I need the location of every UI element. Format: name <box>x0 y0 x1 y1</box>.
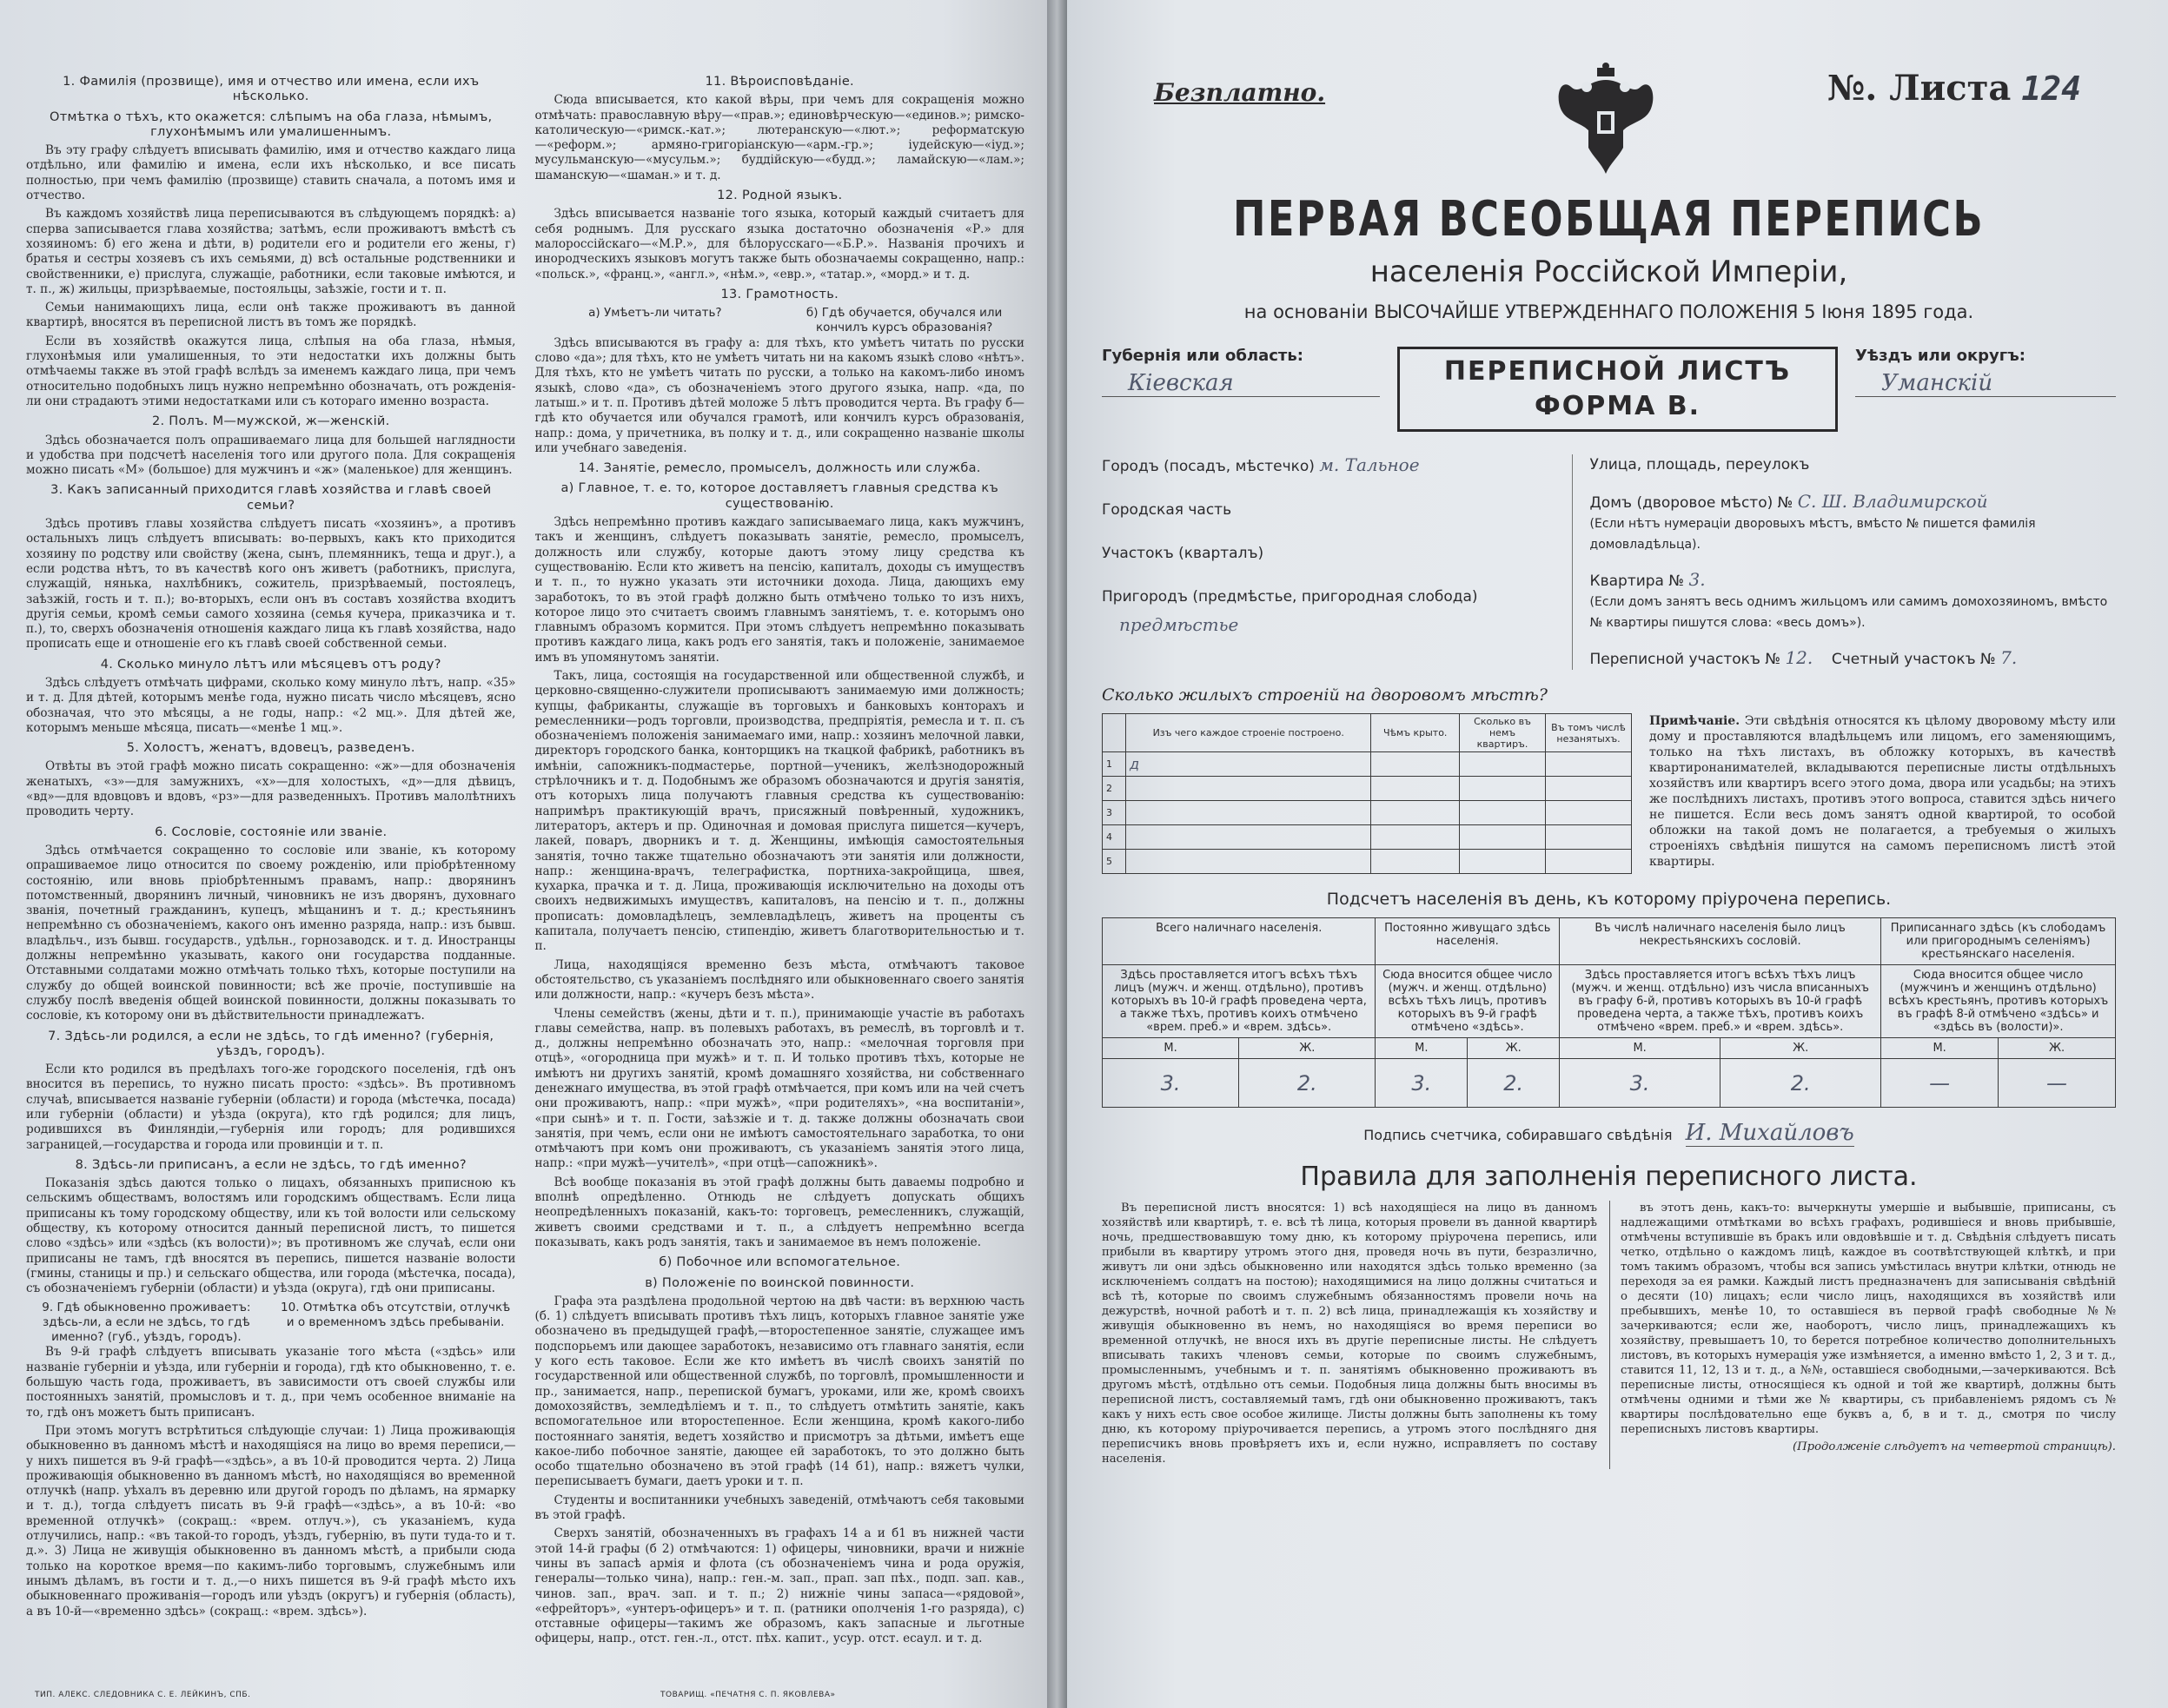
instruction-subheading: 10. Отмѣтка объ отсутствіи, отлучкѣ и о временномъ здѣсь пребываніи. <box>281 1300 511 1329</box>
rules-text-right: въ этотъ день, какъ-то: вычеркнуты умершіе и выбывшіе, приписаны, съ надлежащими отмѣтками во всѣхъ графахъ, родившіеся и вновь прибывшіе, отмѣчены вступившіе въ бракъ или овдовѣвшіе и т. д. Свѣдѣнія слѣдуетъ писать четко, отдѣльно о каждомъ лицѣ, каждое въ соотвѣтствующей клѣткѣ, и при томъ такимъ образомъ, чтобы вся запись умѣстилась внутри клѣтки, отнюдь не переходя за ея рамки. Каждый листъ предназначенъ для записыванія свѣдѣній о десяти (10) лицахъ; если число лицъ, находящихся въ хозяйствѣ или пребывшихъ, менѣе 10, то оставшіеся въ первой графѣ свободные №№ зачеркиваются; если же, наоборотъ, число лицъ, принадлежащихъ къ хозяйству, превышаетъ 10, то берется потребное количество дополнительныхъ листовъ, въ которыхъ нумерація уже измѣняется, а именно вмѣсто 1, 2, 3 и т. д., ставится 11, 12, 13 и т. д., а №№, оставшіеся свободными,—зачеркиваются. Всѣ переписные листы, относящіеся къ одной и той же квартирѣ, должны быть отмѣчены одними и тѣми же № квартиры, съ прибавленіемъ рядомъ съ № квартиры послѣдовательно еще буквъ а, б, в и т. д., смотря по числу переписныхъ листовъ квартиры. <box>1621 1202 2116 1436</box>
instruction-paragraph: Если кто родился въ предѣлахъ того-же городского поселенія, гдѣ онъ вносится въ перепись, то нужно писать просто: «здѣсь». Въ противномъ случаѣ, вписывается названіе губерніи (области) и города (мѣстечка, посада) или губерніи (области) и уѣзда (округа), кто гдѣ родился; для лицъ, родившихся въ Финляндіи,—губернія или городъ; для родившихся заграницей,—государства и города или провинціи и т. п. <box>26 1063 516 1152</box>
district-value: Уманскій <box>1855 370 2116 397</box>
instruction-paragraph: Семьи нанимающихъ лица, если онѣ также проживаютъ въ данной квартирѣ, вносятся въ переписной листъ въ томъ же порядкѣ. <box>26 301 516 330</box>
instruction-heading: 11. Вѣроисповѣданіе. <box>705 75 854 89</box>
town-label: Городъ (посадъ, мѣстечко) <box>1102 458 1315 475</box>
suburb-label: Пригородъ (предмѣстье, пригородная слобода) <box>1102 588 1478 606</box>
instruction-paragraph: Здѣсь противъ главы хозяйства слѣдуетъ писать «хозяинъ», а противъ остальныхъ лицъ слѣдуетъ вписывать: во-первыхъ, какъ кто приходится хозяину по родству или свойству (жена, сынъ, племянникъ, теща и друг.), а если родства нѣтъ, то въ качествѣ кого онъ живетъ (работникъ, прислуга, служащій, нянька, нахлѣбникъ, сожитель, призрѣваемый, постоялецъ, заѣзжій, гость и т. п.); во-вторыхъ, если онъ въ составъ хозяйства входитъ другія семьи, кромѣ семьи самого хозяина (семья кучера, приказчика и т. п.), то, сверхъ обозначенія отношенія каждаго лица къ главѣ хозяйства, надо прописать еще и отношеніе его къ главѣ своей собственной семьи. <box>26 517 516 652</box>
instruction-heading: 7. Здѣсь-ли родился, а если не здѣсь, то гдѣ именно? (губернія, уѣздъ, городъ). <box>48 1029 494 1058</box>
instruction-subheading: а) Умѣетъ-ли читать? <box>588 306 722 321</box>
census-precinct-label: Переписной участокъ № <box>1589 651 1781 668</box>
count-value: 3. <box>1376 1059 1468 1108</box>
counting-precinct-label: Счетный участокъ № <box>1831 651 1996 668</box>
form-title-line-1: ПЕРЕПИСНОЙ ЛИСТЪ <box>1443 356 1792 387</box>
count-value: 3. <box>1560 1059 1720 1108</box>
suburb-value: предмѣстье <box>1119 614 1239 635</box>
instruction-heading: а) Главное, т. е. то, которое доставляетъ главныя средства къ существованію. <box>560 481 998 511</box>
book-gutter <box>1047 0 1067 1708</box>
buildings-col-roof: Чѣмъ крыто. <box>1371 714 1460 752</box>
instruction-heading: 8. Здѣсь-ли приписанъ, а если не здѣсь, то гдѣ именно? <box>75 1157 467 1172</box>
buildings-note: Примѣчаніе. Эти свѣдѣнія относятся къ цѣлому дворовому мѣсту или дому и проставляются владѣльцемъ или лицомъ, его заменяющимъ, только на тѣхъ листахъ, въ обложку которыхъ, въ качествѣ квартиронанимателей, вкладываются переписные листы отдѣльныхъ хозяйствъ или квартиръ всего этого дома, двора или усадьбы; на этихъ же послѣднихъ листахъ, противъ этого вопроса, ставится здѣсь ничего не пишется. Если весь домъ занятъ одной квартирой, то особой обложки на такой домъ не полагается, а требуемыя о жилыхъ строеніяхъ свѣдѣнія пишутся на самомъ переписномъ листѣ этой квартиры. <box>1649 714 2116 869</box>
instruction-paragraph: Здѣсь вписывается названіе того языка, который каждый считаетъ для себя роднымъ. Для русскаго языка достаточно обозначенія «Р.» для малороссійскаго—«М.Р.», для бѣлорусскаго—«Б.Р.». Названія прочихъ и инородческихъ языковъ могутъ также быть обозначаемы сокращенно, напр.: «польск.», «франц.», «англ.», «нѣм.», «евр.», «татар.», «морд.» и т. д. <box>534 207 1024 281</box>
sex-column-label: Ж. <box>1999 1038 2116 1059</box>
sex-column-label: Ж. <box>1468 1038 1560 1059</box>
count-head-peasant: Приписаннаго здѣсь (къ слободамъ или пригороднымъ селеніямъ) крестьянскаго населенія. <box>1881 918 2116 965</box>
population-count-table <box>1102 917 2116 1108</box>
table-row: 2 <box>1103 777 1126 801</box>
form-title-box <box>1397 347 1838 432</box>
free-label: Безплатно. <box>1154 78 1326 107</box>
enumerator-signature-value: И. Михайловъ <box>1685 1120 1854 1146</box>
instruction-heading: 14. Занятіе, ремесло, промыселъ, должность или служба. <box>578 461 981 476</box>
instruction-paragraph: Члены семействъ (жены, дѣти и т. п.), принимающіе участіе въ работахъ главы семейства, напр. въ полевыхъ работахъ, въ ремеслѣ, въ торговлѣ и т. д., должны непремѣнно обозначать это, напр.: «мелочная торговля при отцѣ», «огородница при мужѣ» и т. п. И только противъ тѣхъ, которые не имѣютъ ни другихъ занятій, кромѣ домашняго хозяйства, ни собственнаго денежнаго имущества, въ этой графѣ отмѣчается, при комъ или на чей счетъ они проживаютъ, напр.: «при мужѣ», «при родителяхъ», «на воспитаніи», «при сынѣ» и т. п. Гости, заѣзжіе и т. д. также должны обозначать свои занятія, при чемъ, если они не имѣютъ самостоятельнаго заработка, то они отмѣчаютъ при комъ они проживаютъ, съ указаніемъ занятія этого лица, напр.: «при мужѣ—учителѣ», «при отцѣ—сапожникѣ». <box>534 1006 1024 1171</box>
census-title: ПЕРВАЯ ВСЕОБЩАЯ ПЕРЕПИСЬ <box>1232 191 1985 248</box>
instruction-heading: 5. Холостъ, женатъ, вдовецъ, разведенъ. <box>126 741 415 756</box>
precinct-label: Участокъ (кварталъ) <box>1102 545 1264 562</box>
instructions-page <box>0 0 1047 1708</box>
instruction-paragraph: Показанія здѣсь даются только о лицахъ, обязанныхъ приписною къ сельскимъ обществамъ, волостямъ или городскимъ обществамъ. Если лица приписаны къ тому городскому обществу, или къ той волости или сельскому обществу, къ которому относится данный переписной листъ, то пишется слово «здѣсь» или «здѣсь (къ волости)»; въ противномъ же случаѣ, если они приписаны не тамъ, гдѣ вносятся въ перепись, пишется названіе волости (гмины, станицы и пр.) и сельскаго общества, или города (мѣстечка, посада), съ обозначеніемъ губерніи (области) и уѣзда (округа), гдѣ они приписаны. <box>26 1176 516 1296</box>
continuation-note: (Продолженіе слѣдуетъ на четвертой страницѣ). <box>1793 1440 2116 1453</box>
double-headed-eagle-icon <box>1554 61 1658 182</box>
district-label: Уѣздъ или округъ: <box>1855 347 2025 365</box>
sheet-number-handwritten: 124 <box>2021 70 2081 108</box>
instruction-paragraph: Въ 9-й графѣ слѣдуетъ вписывать указаніе того мѣста («здѣсь» или названіе губерніи и уѣзда, или губерніи и города), гдѣ кто обыкновенно, т. е. большую часть года, проживаетъ, въ зависимости отъ своей службы или постоянныхъ занятій, промысловъ и т. д., при чемъ особенное вниманіе на то, гдѣ онъ можетъ быть приписанъ. <box>26 1345 516 1420</box>
buildings-col-vacant: Въ томъ числѣ незанятыхъ. <box>1546 714 1632 752</box>
census-subtitle: населенія Россійской Имперіи, <box>1369 255 1848 289</box>
instruction-paragraph: Здѣсь вписываются въ графу а: для тѣхъ, кто умѣетъ читать по русски слово «да»; для тѣхъ, кто не умѣетъ читать ни на какомъ языкѣ слово «нѣтъ». Для тѣхъ, кто не умѣетъ читать по русски, а только на какомъ-либо иномъ языкѣ, слово «да», съ обозначеніемъ этого другого языка, напр. «да, по латыш.» и т. п. Противъ дѣтей моложе 5 лѣтъ проводится черта. Въ графу б—гдѣ кто обучается или обучался грамотѣ, или кончилъ курсъ образованія, напр.: дома, у причетника, въ полку и т. д., или сокращенно названіе школы или учебнаго заведенія. <box>534 335 1024 455</box>
instruction-paragraph: Здѣсь слѣдуетъ отмѣчать цифрами, сколько кому минуло лѣтъ, напр. «35» и т. д. Для дѣтей, которымъ менѣе года, нужно писать число мѣсяцевъ, ясно обозначая, что это мѣсяцы, а не годы, напр.: «2 мц.». Для дѣтей же, которымъ меньше мѣсяца, писать—«менѣе 1 мц.». <box>26 675 516 735</box>
house-label: Домъ (дворовое мѣсто) № <box>1589 494 1793 512</box>
form-title-line-2: ФОРМА В. <box>1534 391 1701 421</box>
printer-imprint-right: ТОВАРИЩ. «ПЕЧАТНЯ С. П. ЯКОВЛЕВА» <box>660 1691 836 1699</box>
buildings-cell-handwritten: д <box>1126 752 1371 777</box>
table-row: 3 <box>1103 801 1126 825</box>
count-desc-permanent: Сюда вносится общее число (мужч. и женщ. отдѣльно) всѣхъ тѣхъ лицъ, противъ которыхъ въ 9-й графѣ отмѣчено «здѣсь». <box>1376 965 1560 1038</box>
buildings-col-material: Изъ чего каждое строеніе построено. <box>1126 714 1371 752</box>
sex-column-label: Ж. <box>1720 1038 1881 1059</box>
count-value: 3. <box>1103 1059 1239 1108</box>
sex-column-label: М. <box>1881 1038 1999 1059</box>
population-count-title: Подсчетъ населенія въ день, къ которому пріурочена перепись. <box>1326 890 1892 909</box>
city-part-label: Городская часть <box>1102 501 1232 519</box>
instruction-heading: б) Побочное или вспомогательное. <box>659 1255 901 1270</box>
count-value: — <box>1881 1059 1999 1108</box>
instruction-heading: 1. Фамилія (прозвище), имя и отчество или имена, если ихъ нѣсколько. <box>63 75 480 104</box>
instruction-subheadings <box>26 1301 516 1346</box>
instructions-column-1 <box>26 70 516 1619</box>
census-form-page <box>1067 0 2168 1708</box>
instruction-heading: 2. Полъ. М—мужской, ж—женскій. <box>151 414 390 429</box>
province-value: Кіевская <box>1102 370 1380 397</box>
count-head-total: Всего наличнаго населенія. <box>1103 918 1376 965</box>
count-desc-total: Здѣсь проставляется итогъ всѣхъ тѣхъ лицъ (мужч. и женщ. отдѣльно), противъ которыхъ въ 10-й графѣ проведена черта, а также тѣхъ, противъ коихъ отмѣчено «врем. преб.» и «врем. здѣсь». <box>1103 965 1376 1038</box>
buildings-col-apartments: Сколько въ немъ квартиръ. <box>1460 714 1546 752</box>
buildings-question: Сколько жилыхъ строеній на дворовомъ мѣстѣ? <box>1102 685 1548 705</box>
buildings-table <box>1102 713 1632 874</box>
instruction-paragraph: Всѣ вообще показанія въ этой графѣ должны быть даваемы подробно и вполнѣ опредѣленно. Отнюдь не слѣдуетъ допускать общихъ неопредѣленныхъ показаній, какъ-то: торговецъ, ремесленникъ, служащій, живетъ своими средствами и т. п., а слѣдуетъ непремѣнно всегда показывать, какъ родъ занятія, такъ и занимаемое въ немъ положеніе. <box>534 1175 1024 1249</box>
instruction-paragraph: Лица, находящіяся временно безъ мѣста, отмѣчаютъ таковое обстоятельство, съ указаніемъ послѣдняго или обыкновеннаго своего занятія или должности, напр.: «кучеръ безъ мѣста». <box>534 957 1024 1003</box>
instruction-heading: 3. Какъ записанный приходится главѣ хозяйства и главѣ своей семьи? <box>50 483 492 513</box>
apartment-label: Квартира № <box>1589 573 1685 590</box>
sex-column-label: М. <box>1560 1038 1720 1059</box>
table-row: 1 <box>1103 752 1126 777</box>
count-value: 2. <box>1468 1059 1560 1108</box>
legal-basis: на основаніи ВЫСОЧАЙШЕ УТВЕРЖДЕННАГО ПОЛОЖЕНІЯ 5 Іюня 1895 года. <box>1243 301 1974 322</box>
rules-text <box>1102 1201 2116 1469</box>
instruction-paragraph: Въ эту графу слѣдуетъ вписывать фамилію, имя и отчество каждаго лица отдѣльно, или фамилію и имена, если ихъ нѣсколько, и все писать полностью, при чемъ фамилію (прозвище) ставить сначала, а потомъ имя и отчество. <box>26 143 516 203</box>
sex-column-label: Ж. <box>1239 1038 1376 1059</box>
apartment-note: (Если домъ занятъ весь однимъ жильцомъ или самимъ домохозяиномъ, вмѣсто № квартиры пишутся слова: «весь домъ»). <box>1589 595 2108 630</box>
instruction-heading: 13. Грамотность. <box>720 287 839 301</box>
instruction-paragraph: Здѣсь обозначается полъ опрашиваемаго лица для большей наглядности и удобства при подсчетѣ населенія того или другого пола. Для сокращенія можно писать «М» (большое) для мужчинъ и «ж» (маленькое) для женщинъ. <box>26 433 516 478</box>
instruction-paragraph: Студенты и воспитанники учебныхъ заведеній, отмѣчаютъ себя таковыми въ этой графѣ. <box>534 1493 1024 1523</box>
enumerator-signature: Подпись счетчика, собиравшаго свѣдѣнія И. Михайловъ <box>1363 1120 1854 1146</box>
instruction-paragraph: При этомъ могутъ встрѣтиться слѣдующіе случаи: 1) Лица проживающія обыкновенно въ данномъ мѣстѣ и находящіяся на лицо во время переписи,—у нихъ пишется въ 9-й графѣ—«здѣсь», а въ 10-й проводится черта. 2) Лица проживающія обыкновенно въ данномъ мѣстѣ, но находящіяся во временной отлучкѣ (напр. уѣхалъ въ деревню или другой городъ по дѣламъ, на ярмарку и т. д.), тогда слѣдуетъ писать въ 9-й графѣ—«здѣсь», а въ 10-й: «во временной отлучкѣ» (сокращ.: «врем. отлуч.»), съ указаніемъ, куда отлучились, напр.: «въ такой-то городъ, уѣздъ, губернію, въ пути туда-то и т. д.». 3) Лица не живущія обыкновенно въ данномъ мѣстѣ, а прибыли сюда только на короткое время—по какимъ-либо торговымъ, служебнымъ или инымъ дѣламъ, въ гости и т. д.,—о нихъ пишется въ 9-й графѣ мѣсто ихъ обыкновеннаго проживанія—городъ или уѣздъ (округъ) и губернія (область), а въ 10-й—«временно здѣсь» (сокращ.: «врем. здѣсь»). <box>26 1423 516 1619</box>
street-label: Улица, площадь, переулокъ <box>1589 456 1810 473</box>
instruction-paragraph: Такъ, лица, состоящія на государственной или общественной службѣ, и церковно-священно-служители прописываютъ занимаемую ими должность; купцы, фабриканты, служащіе въ торговыхъ и банковыхъ конторахъ и ремесленники—родъ торговли, производства, предпріятія, ремесла и т. п. съ обозначеніемъ положенія занимаемаго ими, напр.: хозяинъ мелочной лавки, директоръ городского банка, конторщикъ на ткацкой фабрикѣ, работникъ въ имѣніи, сапожникъ-подмастерье, портной—ученикъ, желѣзнодорожный стрѣлочникъ и т. д. Подобнымъ же образомъ обозначаются и другія занятія, отъ которыхъ лица получаютъ главныя средства къ существованію: напримѣръ практикующій врачъ, присяжный повѣренный, художникъ, литераторъ, актеръ и пр. Одиночная и домовая прислуга пишется—кучеръ, лакей, поваръ, дворникъ и т. д. Женщины, имѣющія самостоятельныя занятія, точно также тщательно обозначаютъ эти занятія или должности, напр.: женщина-врачъ, телеграфистка, портниха-закройщица, швея, кухарка, прачка и т. д. Лица, проживающія исключительно на доходы отъ своихъ недвижимыхъ имуществъ, капиталовъ, на пенсію и т. п., должны прописать: домовладѣлецъ, землевладѣлецъ, живетъ на проценты съ капитала, получаетъ пенсію, стипендію, живетъ благотворительностью и т. п. <box>534 668 1024 954</box>
instruction-heading: Отмѣтка о тѣхъ, кто окажется: слѣпымъ на оба глаза, нѣмымъ, глухонѣмымъ или умалишеннымъ. <box>50 109 493 139</box>
instruction-paragraph: Въ каждомъ хозяйствѣ лица переписываются въ слѣдующемъ порядкѣ: а) сперва записывается глава хозяйства; затѣмъ, если проживаютъ вмѣстѣ съ хозяиномъ: б) его жена и дѣти, в) родители его и родители его жены, г) братья и сестры хозяевъ съ ихъ семьями, д) всѣ остальные родственники и свойственники, е) прислуга, служащіе, работники, если таковые имѣются, и т. п., ж) жильцы, призрѣваемые, постояльцы, заѣзжіе, гости и т. п. <box>26 207 516 296</box>
census-precinct-value: 12. <box>1785 647 1813 668</box>
instruction-heading: 6. Сословіе, состояніе или званіе. <box>155 824 388 839</box>
house-note: (Если нѣтъ нумераціи дворовыхъ мѣстъ, вмѣсто № пишется фамилія домовладѣльца). <box>1589 517 2036 552</box>
instruction-heading: в) Положеніе по воинской повинности. <box>645 1275 915 1290</box>
rules-title: Правила для заполненія переписного листа. <box>1300 1162 1918 1192</box>
table-row: 4 <box>1103 825 1126 850</box>
table-row: 5 <box>1103 850 1126 874</box>
instruction-paragraph: Если въ хозяйствѣ окажутся лица, слѣпыя на оба глаза, нѣмыя, глухонѣмыя или умалишенныя, то эти недостатки ихъ должны быть отмѣчаемы также въ этой графѣ вслѣдъ за именемъ каждаго лица, при чемъ относительно подобныхъ лицъ нужно непремѣнно обозначать, отъ рожденія-ли они страдаютъ этими недостатками или съ котораго именно возраста. <box>26 334 516 408</box>
printer-imprint-left: ТИП. АЛЕКС. СЛЕДОВНИКА С. Е. ЛЕЙКИНЪ, СПБ. <box>35 1691 251 1699</box>
instruction-paragraph: Сверхъ занятій, обозначенныхъ въ графахъ 14 а и б1 въ нижней части этой 14-й графы (б 2) отмѣчаются: 1) офицеры, чиновники, врачи и нижніе чины въ запасѣ армія и флота (съ обозначеніемъ чина и рода оружія, генералы—только чина), напр.: ген.-м. зап., прап. зап пѣх., подп. зап. кав., чинов. зап., врач. зап. и т. п.; 2) нижніе чины запаса—«рядовой», «ефрейторъ», «унтеръ-офицеръ» и т. п. (ратники ополченія 1-го разряда), с) отставные офицеры—такимъ же образомъ, какъ запасные и льготные офицеры, напр., отст. ген.-л., отст. пѣх. капит., усур. отст. есаул. и т. д. <box>534 1526 1024 1646</box>
count-desc-peasant: Сюда вносится общее число (мужчинъ и женщинъ отдѣльно) всѣхъ крестьянъ, противъ которыхъ въ графѣ 8-й отмѣчено «здѣсь» и «здѣсь въ (волости)». <box>1881 965 2116 1038</box>
count-head-permanent: Постоянно живущаго здѣсь населенія. <box>1376 918 1560 965</box>
count-desc-non-peasant: Здѣсь проставляется итогъ всѣхъ тѣхъ лицъ (мужч. и женщ. отдѣльно) изъ числа вписанныхъ въ графу 6-й, противъ которыхъ въ 10-й графѣ проведена черта, а также тѣхъ, противъ коихъ отмѣчено «врем. преб.» и «врем. здѣсь». <box>1560 965 1881 1038</box>
count-value: — <box>1999 1059 2116 1108</box>
instruction-heading: 12. Родной языкъ. <box>717 189 843 203</box>
instruction-subheading: б) Гдѣ обучается, обучался или кончилъ курсъ образованія? <box>806 306 1003 335</box>
instruction-paragraph: Здѣсь отмѣчается сокращенно то сословіе или званіе, къ которому опрашиваемое лицо относится по своему рожденію, или пріобрѣтенному состоянію, или вновь пріобрѣтеннымъ правамъ, напр.: дворянинъ потомственный, дворянинъ личный, чиновникъ не изъ дворянъ, духовнаго званія, почетный гражданинъ, купецъ, мѣщанинъ и т. д.; крестьянинъ непремѣнно съ обозначеніемъ, какого онъ именно разряда, напр.: изъ бывш. владѣльч., изъ бывш. государств., удѣльн., горнозаводск. и т. д. Иностранцы должны непремѣнно указывать, какого они государства подданные. Отставными солдатами можно отмѣчать только тѣхъ, которые поступили на службу до общей воинской повинности; всѣ же прочіе, поступившіе на службу послѣ введенія общей воинской повинности, должны показывать то сословіе, къ которому они въ дѣйствительности принадлежатъ. <box>26 843 516 1023</box>
province-label: Губернія или область: <box>1102 347 1303 365</box>
count-value: 2. <box>1720 1059 1881 1108</box>
sheet-number: №. Листа 124 <box>1827 68 2081 109</box>
house-value: С. Ш. Владимирской <box>1797 491 1988 512</box>
instruction-paragraph: Здѣсь непремѣнно противъ каждаго записываемаго лица, какъ мужчинъ, такъ и женщинъ, слѣдуетъ показывать занятіе, ремесло, промыселъ, должность или службу, которые даютъ этому лицу средства къ существованію. Если кто живетъ на пенсію, капиталъ, доходы съ имуществъ и т. п., то нужно указать эти источники дохода. Лица, дающихъ ему заработокъ, то въ этой графѣ должно быть отмѣчено только то изъ нихъ, которое лицо это считаетъ своимъ главнымъ занятіемъ, т. е. которымъ оно главнымъ образомъ кормится. При этомъ слѣдуетъ непремѣнно показывать противъ каждаго лица, какъ родъ его занятія, такъ и положеніе, занимаемое имъ въ упомянутомъ занятіи. <box>534 515 1024 665</box>
counting-precinct-value: 7. <box>2000 647 2018 668</box>
instruction-paragraph: Отвѣты въ этой графѣ можно писать сокращенно: «ж»—для обозначенія женатыхъ, «з»—для замужнихъ, «х»—для холостыхъ, «д»—для дѣвицъ, «вд»—для вдовцовъ и вдовъ, «рз»—для разведенныхъ. Противъ малолѣтнихъ проводить черту. <box>26 759 516 819</box>
instruction-heading: 4. Сколько минуло лѣтъ или мѣсяцевъ отъ роду? <box>100 657 441 672</box>
count-head-non-peasant: Въ числѣ наличнаго населенія было лицъ некрестьянскихъ сословій. <box>1560 918 1881 965</box>
town-value: м. Тальное <box>1319 454 1420 475</box>
instruction-paragraph: Сюда вписывается, кто какой вѣры, при чемъ для сокращенія можно отмѣчать: православную вѣру—«прав.»; единовѣрческую—«единов.»; римско-католическую—«римск.-кат.»; лютеранскую—«лют.»; реформатскую—«реформ.»; армяно-григоріанскую—«арм.-гр.»; іудейскую—«іуд.»; мусульманскую—«мусульм.»; буддійскую—«будд.»; ламайскую—«лам.»; шаманскую—«шаман.» и т. д. <box>534 93 1024 182</box>
sex-column-label: М. <box>1376 1038 1468 1059</box>
instruction-subheadings <box>535 306 1025 336</box>
apartment-value: 3. <box>1688 569 1706 590</box>
instructions-column-2 <box>534 70 1025 1646</box>
sex-column-label: М. <box>1103 1038 1239 1059</box>
count-value: 2. <box>1239 1059 1376 1108</box>
instruction-paragraph: Графа эта раздѣлена продольной чертою на двѣ части: въ верхнюю часть (б. 1) слѣдуетъ вписывать противъ тѣхъ лицъ, которыхъ главное занятіе уже обозначено въ предыдущей графѣ,—второстепенное занятіе, служащее имъ подспорьемъ или дающее заработокъ, независимо отъ главнаго занятія, если у кого есть таковое. Если же кто имѣетъ въ числѣ своихъ занятій по государственной или общественной службѣ, по торговлѣ, промышленности и пр., занимается, напр., перепиской бумагъ, уроками, или же, кромѣ своихъ домохозяйствъ, земледѣліемъ и т. п., то слѣдуетъ отмѣтить занятіе, какъ вспомогательное или второстепенное. Если женщина, кромѣ какого-либо постояннаго занятія, ведетъ хозяйство и присмотръ за дѣтьми, имѣетъ еще какое-либо побочное занятіе, дающее ей заработокъ, то это должно быть особо тщательно обозначено въ этой графѣ (14 б1), напр.: вяжетъ чулки, переписываетъ бумаги, даетъ уроки и т. п. <box>534 1294 1024 1489</box>
instruction-subheading: 9. Гдѣ обыкновенно проживаетъ: здѣсь-ли, а если не здѣсь, то гдѣ именно? (губ., уѣздъ, городъ). <box>42 1300 251 1345</box>
rules-text-left: Въ переписной листъ вносятся: 1) всѣ находящіеся на лицо въ данномъ хозяйствѣ или квартирѣ, т. е. всѣ тѣ лица, которыя провели въ данной квартирѣ ночь, предшествовавшую тому дню, къ которому пріурочена перепись, или прибыли въ квартиру утромъ этого дня, проведя ночь въ пути, безразлично, живутъ ли они здѣсь обыкновенно или находятся здѣсь только временно (за исключеніемъ солдатъ на постою); находящимися на лицо должны считаться и всѣ тѣ, которые по своимъ служебнымъ обязанностямъ провели ночь на дежурствѣ, ночной работѣ и т. п. 2) всѣ лица, принадлежащія къ хозяйству и живущія обыкновенно въ немъ, но находящіяся во время переписи во временной отлучкѣ, не внося ихъ въ другіе переписные листы. Не слѣдуетъ вписывать такихъ членовъ семьи, которые по своимъ служебнымъ, промысленнымъ, учебнымъ и т. п. занятіямъ обыкновенно проживаютъ въ другомъ мѣстѣ, отдѣльно отъ семьи. Подобныя лица должны быть вносимы въ переписной листъ, составляемый тамъ, гдѣ они обыкновенно проживаютъ, такъ какъ у нихъ есть свое особое жилище. Листы должны быть заполнены къ тому дню, къ которому пріурочивается перепись, а утромъ этого послѣдняго дня переписчикъ вновь провѣряетъ ихъ и, если нужно, исправляетъ по составу населенія. <box>1102 1202 1597 1466</box>
